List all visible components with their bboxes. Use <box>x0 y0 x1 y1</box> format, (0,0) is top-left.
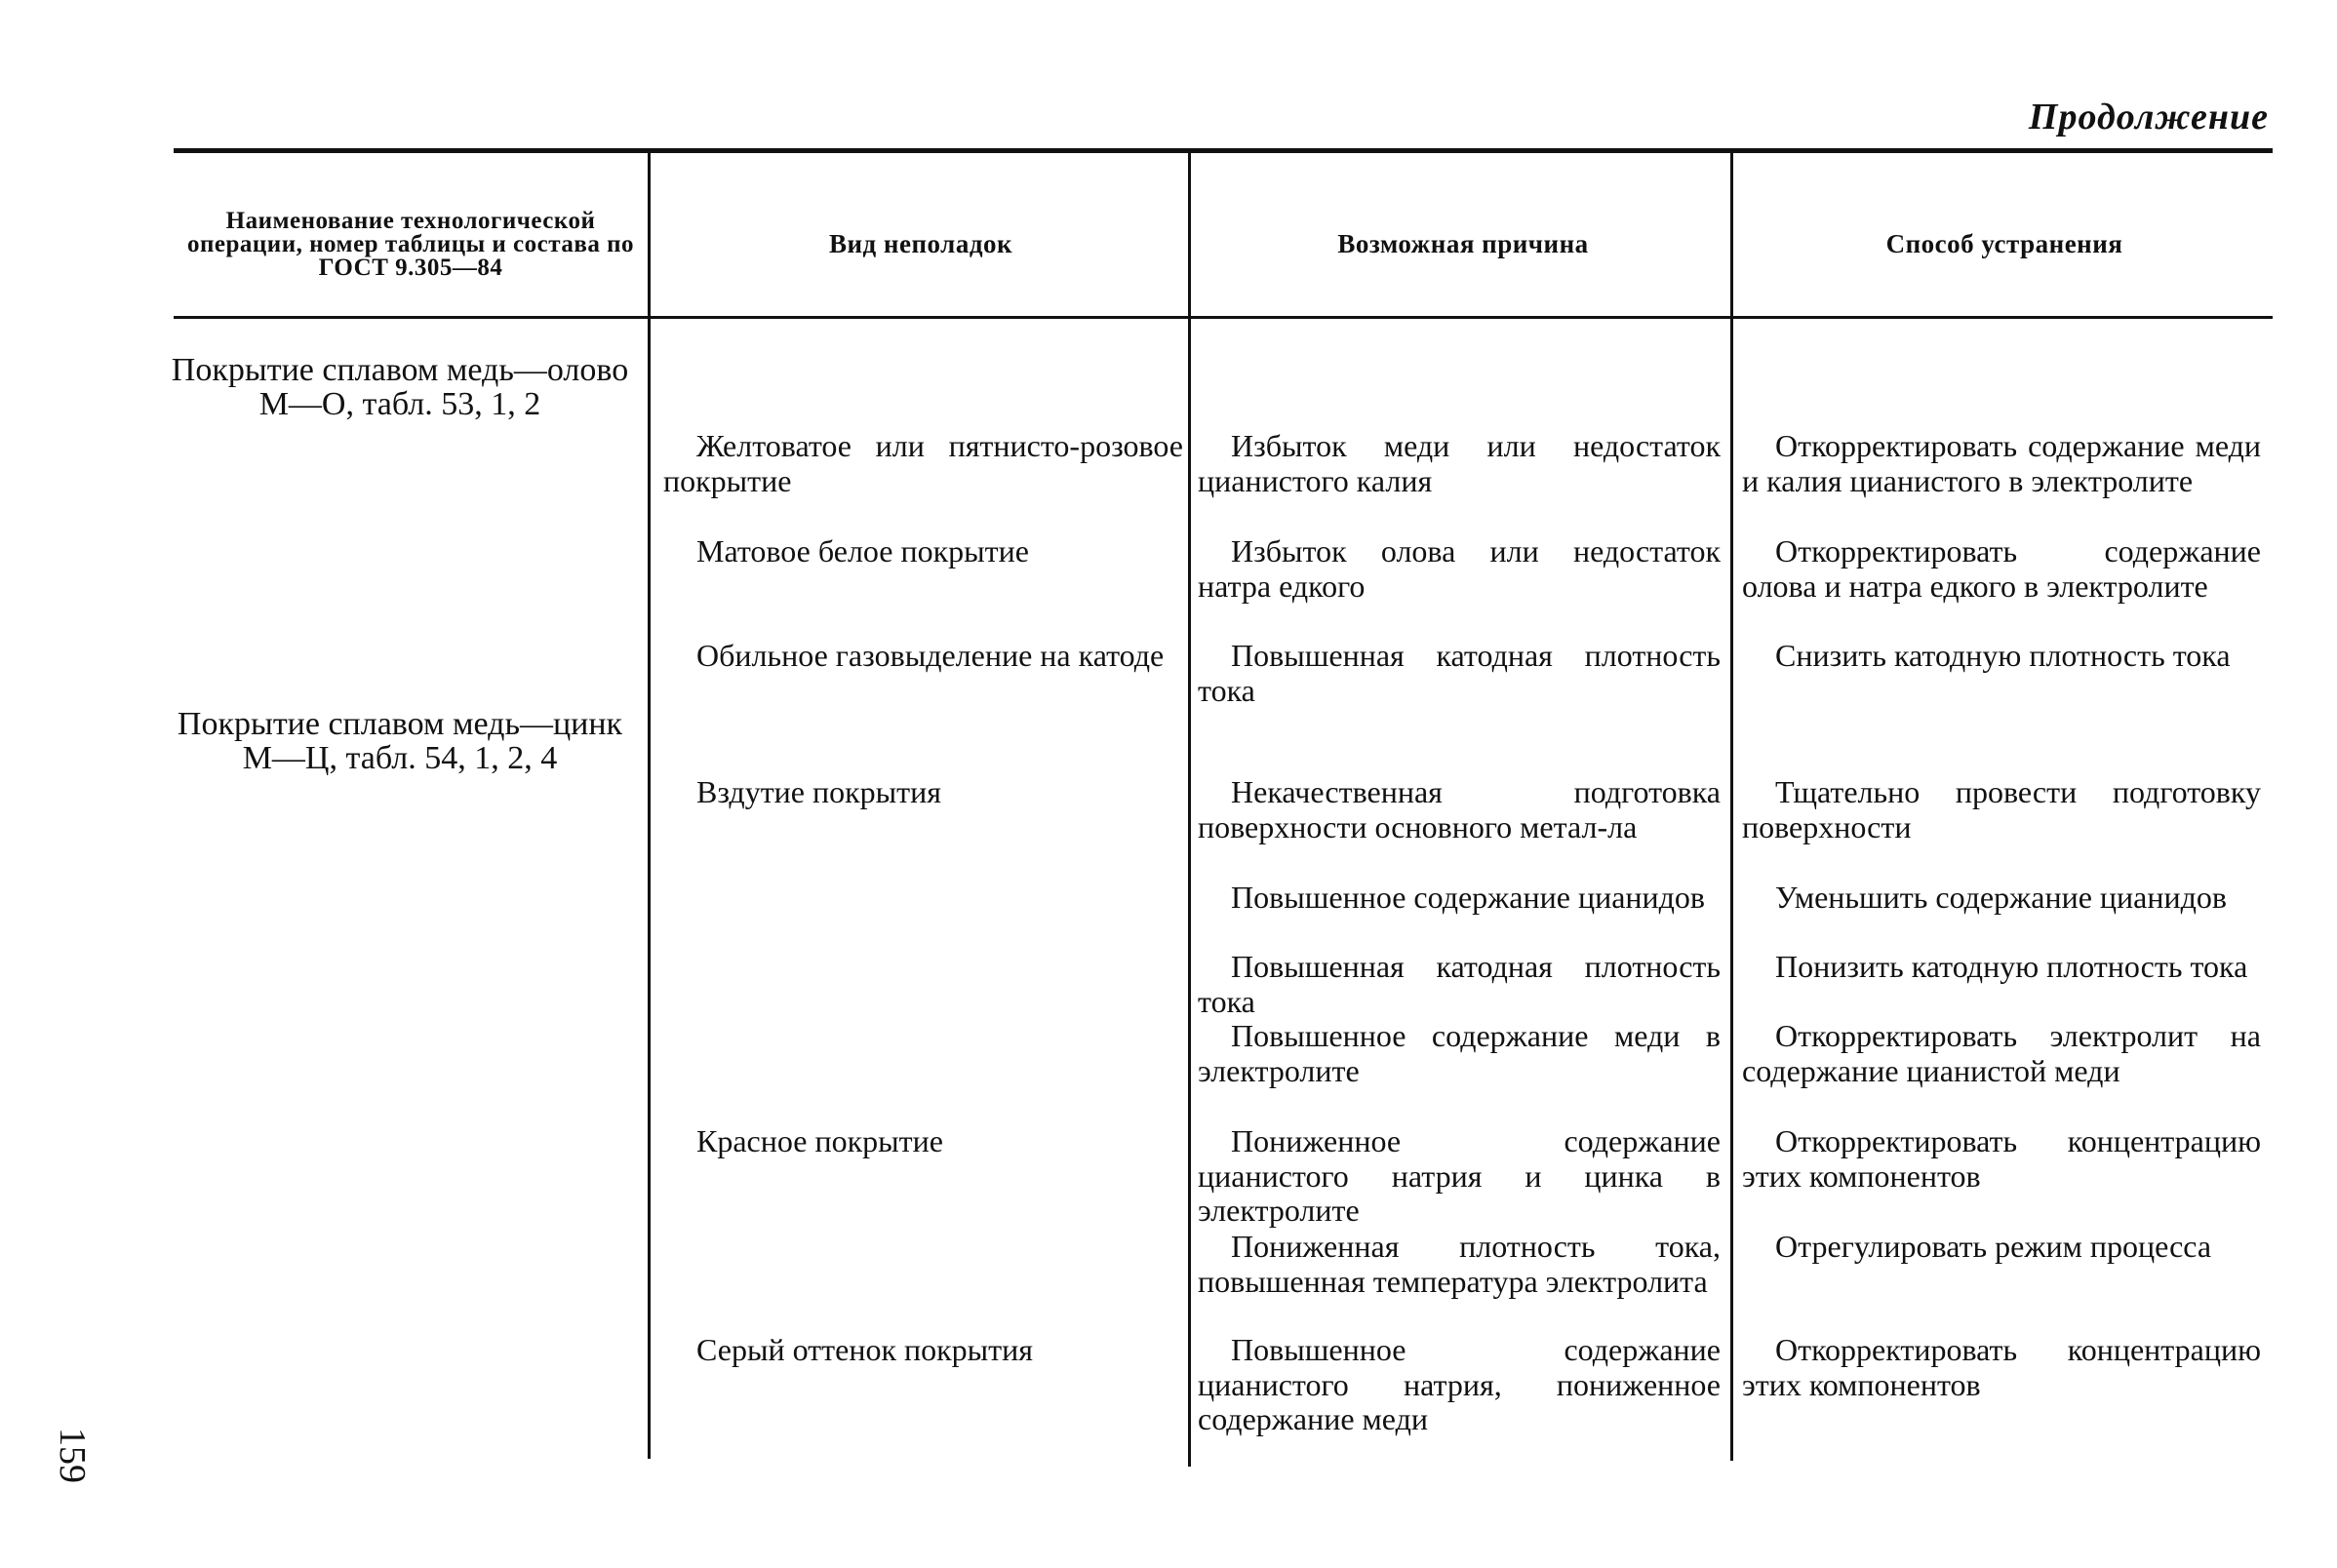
table-top-rule <box>174 148 2273 153</box>
remedy-cell: Отрегулировать режим процесса <box>1775 1229 2212 1264</box>
remedy-cell: Откорректировать содержание олова и натра едкого в электролите <box>1742 533 2261 604</box>
column-divider-2 <box>1188 152 1191 1467</box>
column-divider-1 <box>648 152 651 1459</box>
defect-cell: Матовое белое покрытие <box>696 533 1029 568</box>
cause-cell: Повышенное содержание меди в электролите <box>1198 1018 1721 1088</box>
header-operation: Наименование технологической операции, номер таблицы и состава по ГОСТ 9.305—84 <box>187 207 634 281</box>
defect-cell: Обильное газовыделение на катоде <box>696 638 1165 673</box>
remedy-cell: Откорректировать концентрацию этих компонентов <box>1742 1332 2261 1402</box>
group-cu-sn: Покрытие сплавом медь—олово М—О, табл. 53, 1, 2 <box>171 352 629 422</box>
column-divider-3 <box>1730 152 1733 1461</box>
header-remedy: Способ устранения <box>1885 229 2123 258</box>
cause-cell: Некачественная подготовка поверхности основного метал-ла <box>1198 774 1721 844</box>
cause-cell: Избыток меди или недостаток цианистого калия <box>1198 428 1721 498</box>
cause-cell: Избыток олова или недостаток натра едкого <box>1198 533 1721 604</box>
page-number: 159 <box>52 1428 93 1483</box>
defect-cell: Вздутие покрытия <box>696 774 941 809</box>
remedy-cell: Откорректировать электролит на содержание цианистой меди <box>1742 1018 2261 1088</box>
header-bottom-rule <box>174 316 2273 319</box>
cause-cell: Повышенное содержание цианидов <box>1231 880 1706 915</box>
remedy-cell: Понизить катодную плотность тока <box>1775 949 2248 984</box>
remedy-cell: Откорректировать содержание меди и калия цианистого в электролите <box>1742 428 2261 498</box>
continuation-label: Продолжение <box>2028 97 2269 137</box>
remedy-cell: Уменьшить содержание цианидов <box>1775 880 2227 915</box>
defect-cell: Желтоватое или пятнисто-розовое покрытие <box>663 428 1183 498</box>
defect-cell: Красное покрытие <box>696 1123 943 1158</box>
remedy-cell: Снизить катодную плотность тока <box>1775 638 2231 673</box>
header-possible-cause: Возможная причина <box>1337 229 1589 258</box>
defect-cell: Серый оттенок покрытия <box>696 1332 1033 1367</box>
header-defect-type: Вид неполадок <box>828 229 1013 258</box>
remedy-cell: Тщательно провести подготовку поверхности <box>1742 774 2261 844</box>
remedy-cell: Откорректировать концентрацию этих компонентов <box>1742 1123 2261 1194</box>
cause-cell: Пониженное содержание цианистого натрия и цинка в электролите <box>1198 1123 1721 1228</box>
cause-cell: Пониженная плотность тока, повышенная температура электролита <box>1198 1229 1721 1299</box>
cause-cell: Повышенная катодная плотность тока <box>1198 949 1721 1019</box>
cause-cell: Повышенная катодная плотность тока <box>1198 638 1721 708</box>
cause-cell: Повышенное содержание цианистого натрия, пониженное содержание меди <box>1198 1332 1721 1436</box>
group-cu-zn: Покрытие сплавом медь—цинк М—Ц, табл. 54, 1, 2, 4 <box>177 706 623 776</box>
